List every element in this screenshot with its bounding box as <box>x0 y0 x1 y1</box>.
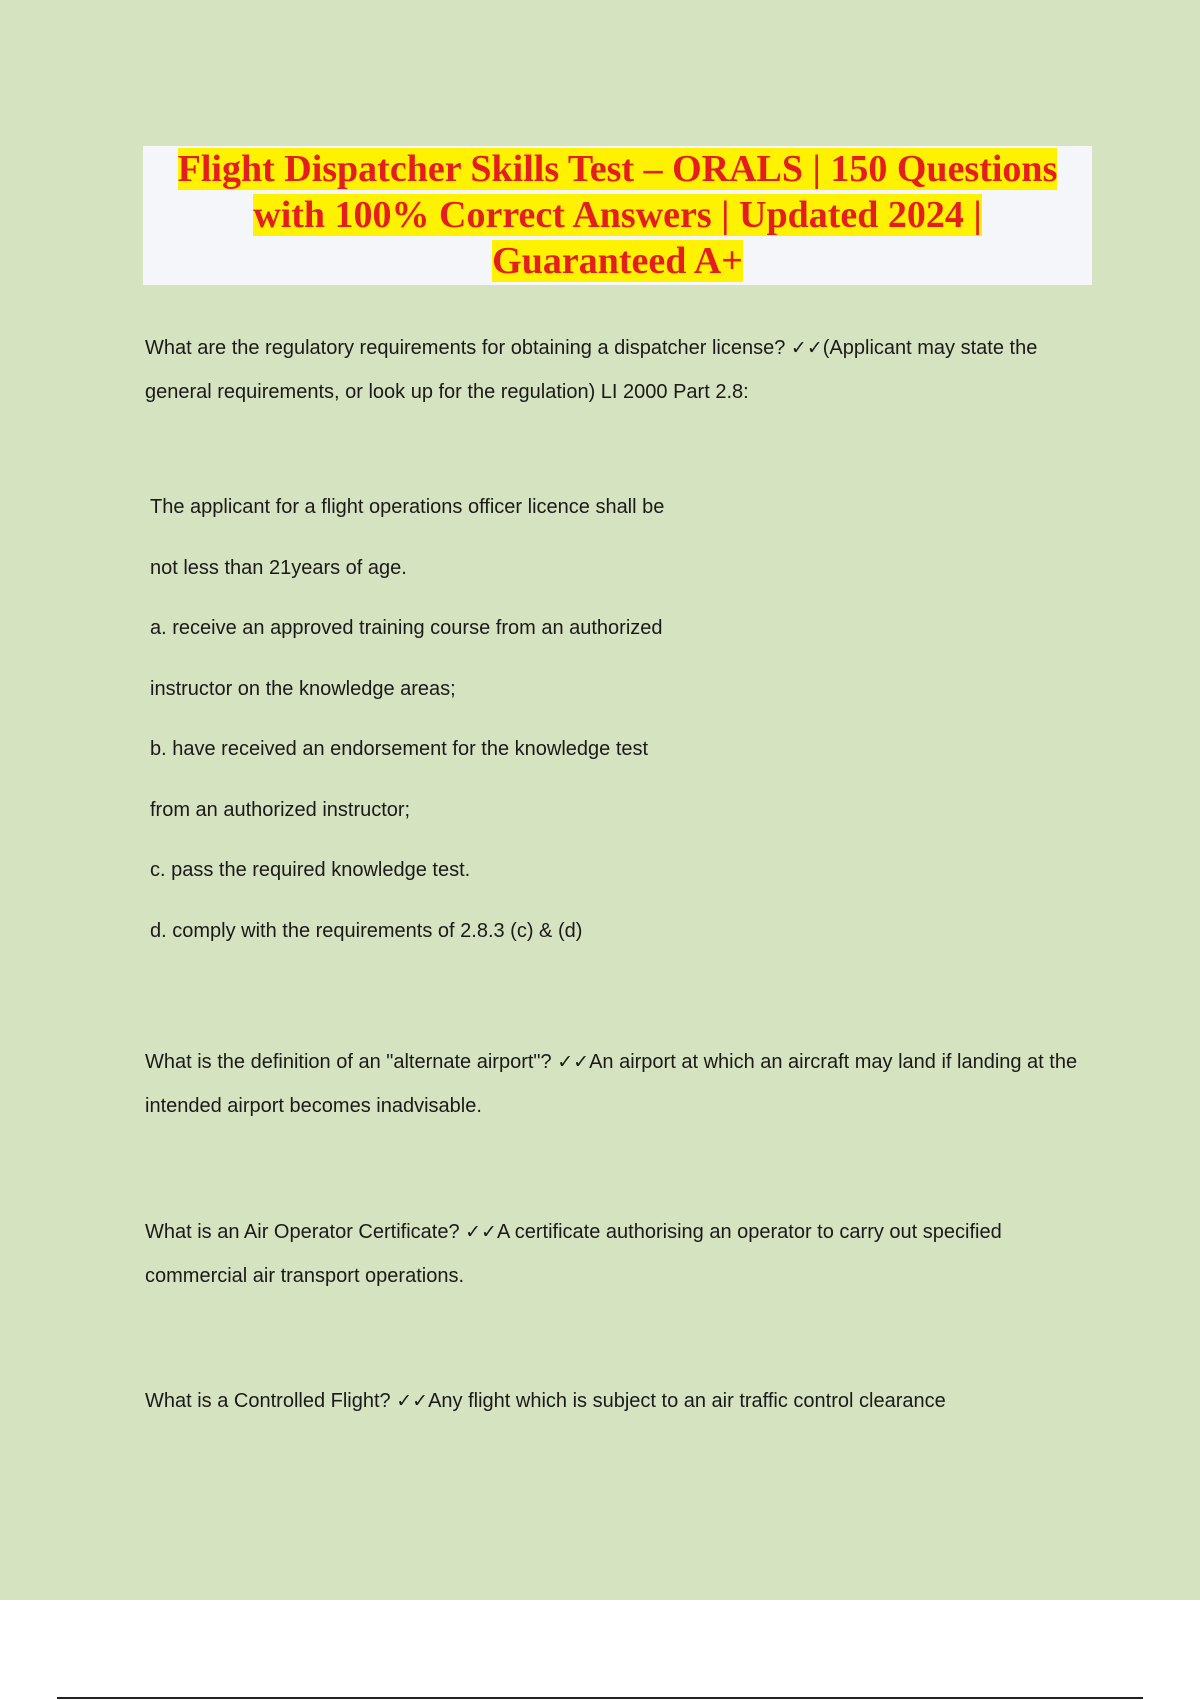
title-line-1: Flight Dispatcher Skills Test – ORALS | 150 Questions <box>177 148 1058 190</box>
title-line-2: with 100% Correct Answers | Updated 2024 | <box>253 194 982 236</box>
qa-item-alternate-airport <box>145 1040 1085 1128</box>
list-item: a. receive an approved training course from an authorized <box>150 617 663 639</box>
answer-text: A certificate authorising an operator to carry out specified commercial air transport operations. <box>145 1221 1002 1287</box>
list-item: from an authorized instructor; <box>150 798 411 821</box>
double-check-icon: ✓✓ <box>465 1221 497 1243</box>
qa-item-license-requirements <box>145 326 1085 414</box>
list-item: c. pass the required knowledge test. <box>150 859 471 881</box>
list-item: The applicant for a flight operations officer licence shall be <box>150 496 665 518</box>
list-item: b. have received an endorsement for the knowledge test <box>150 738 649 760</box>
list-item: instructor on the knowledge areas; <box>150 677 456 700</box>
question-text: What is the definition of an "alternate airport"? <box>145 1051 552 1073</box>
double-check-icon: ✓✓ <box>557 1051 590 1073</box>
requirements-list <box>150 493 950 977</box>
answer-text: An airport at which an aircraft may land if landing at the intended airport becomes inadvisable. <box>145 1051 1078 1117</box>
double-check-icon: ✓✓ <box>790 337 823 359</box>
list-item: d. comply with the requirements of 2.8.3 (c) & (d) <box>150 919 583 942</box>
title-line-3: Guaranteed A+ <box>492 240 743 282</box>
question-text: What is an Air Operator Certificate? <box>145 1221 460 1243</box>
document-title <box>143 146 1092 285</box>
question-text: What is a Controlled Flight? <box>145 1390 391 1412</box>
footer-divider <box>57 1697 1143 1699</box>
answer-text: (Applicant may state the general requirements, or look up for the regulation) LI 2000 Part 2.8: <box>145 337 1038 403</box>
answer-text: Any flight which is subject to an air traffic control clearance <box>428 1390 946 1412</box>
double-check-icon: ✓✓ <box>396 1390 429 1412</box>
qa-item-controlled-flight <box>145 1379 1085 1423</box>
list-item: not less than 21years of age. <box>150 556 407 579</box>
qa-item-air-operator-certificate <box>145 1210 1085 1298</box>
question-text: What are the regulatory requirements for obtaining a dispatcher license? <box>145 337 786 359</box>
